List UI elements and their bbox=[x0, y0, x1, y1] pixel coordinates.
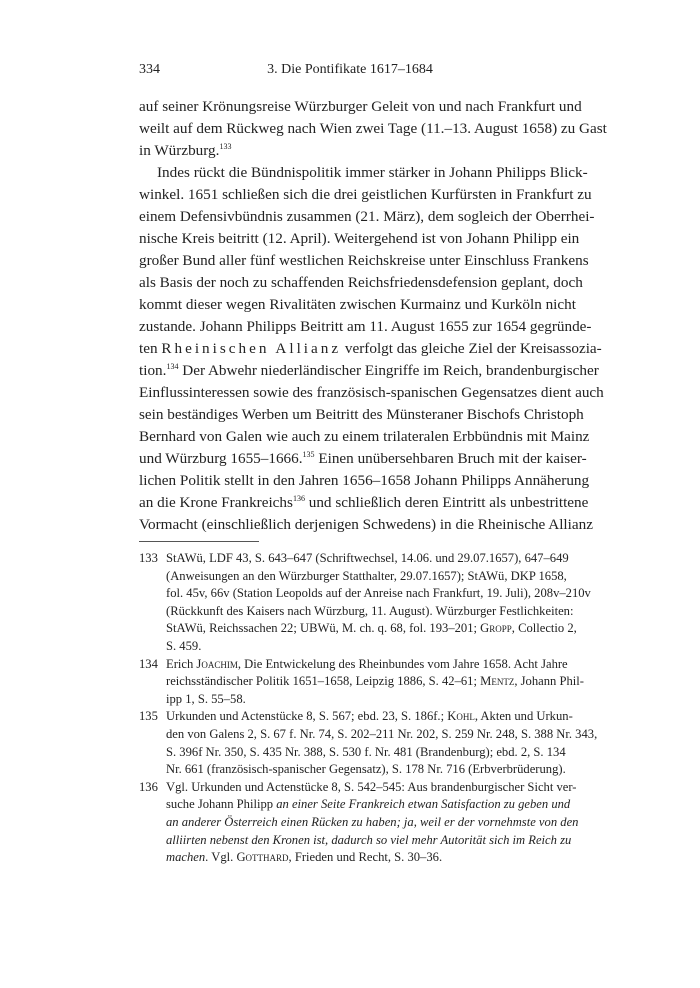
footnote-line: Urkunden und Actenstücke 8, S. 567; ebd. 23, S. 186f.; Kohl, Akten und Urkun- bbox=[166, 709, 573, 724]
footnote-line: S. 459. bbox=[166, 638, 202, 653]
author-name: Mentz bbox=[480, 674, 515, 689]
footnote-line bbox=[166, 814, 579, 832]
footnote-ref[interactable]: 134 bbox=[166, 362, 179, 371]
chapter-title: 3. Die Pontifikate 1617–1684 bbox=[267, 62, 433, 77]
quotation: machen bbox=[166, 850, 206, 865]
text-line: an die Krone Frankreichs$^{136}$ und schließlich deren Eintritt als unbestrittene bbox=[139, 494, 589, 511]
footnote-line: (Rückkunft des Kaisers nach Würzburg, 11. August). Würzburger Festlichkeiten: bbox=[166, 603, 574, 618]
footnote-ref[interactable]: 133 bbox=[219, 142, 232, 151]
footnote-136 bbox=[139, 779, 579, 867]
author-name: Gropp bbox=[480, 621, 512, 636]
footnote-ref[interactable]: 136 bbox=[292, 494, 305, 503]
footnote-number: 135 bbox=[139, 709, 158, 724]
footnote-line: Vgl. Urkunden und Actenstücke 8, S. 542–545: Aus brandenburgischer Sicht ver- bbox=[166, 779, 577, 794]
footnote-line: fol. 45v, 66v (Station Leopolds auf der Anreise nach Frankfurt, 19. Juli), 208v–210v bbox=[166, 586, 591, 601]
quotation: an anderer Österreich einen Rücken zu haben; ja, weil er der vornehmste von den bbox=[166, 814, 579, 829]
text-line: zustande. Johann Philipps Beitritt am 11. August 1655 zur 1654 gegründe- bbox=[139, 318, 592, 335]
text-line: Vormacht (einschließlich derjenigen Schwedens) in die Rheinische Allianz bbox=[139, 516, 593, 533]
text-line: winkel. 1651 schließen sich die drei geistlichen Kurfürsten in Frankfurt zu bbox=[139, 186, 592, 203]
footnote-line: StAWü, Reichssachen 22; UBWü, M. ch. q. 68, fol. 193–201; Gropp, Collectio 2, bbox=[166, 621, 577, 636]
text-line: in Würzburg.$^{133}$ bbox=[139, 142, 232, 159]
text-line: tion.$^{134}$ Der Abwehr niederländischer Eingriffe im Reich, brandenburgischer bbox=[139, 362, 599, 379]
text-line: Einflussinteressen sowie des französisch-spanischen Gegensatzes dient auch bbox=[139, 384, 604, 401]
footnote-line: den von Galens 2, S. 67 f. Nr. 74, S. 202–211 Nr. 202, S. 259 Nr. 248, S. 388 Nr. 343, bbox=[166, 726, 598, 741]
footnote-line bbox=[166, 832, 572, 850]
text-line: einem Defensivbündnis zusammen (21. März), dem sogleich der Oberrhei- bbox=[139, 208, 595, 225]
quotation: an einer Seite Frankreich etwan Satisfaction zu geben und bbox=[276, 797, 571, 812]
text-line: auf seiner Krönungsreise Würzburger Geleit von und nach Frankfurt und bbox=[139, 98, 582, 115]
footnotes bbox=[139, 550, 598, 867]
footnote-number: 136 bbox=[139, 779, 158, 794]
footnote-rule bbox=[139, 541, 259, 542]
page-number: 334 bbox=[139, 62, 160, 77]
main-text bbox=[139, 96, 607, 536]
text-line: Bernhard von Galen wie auch zu einem trilateralen Erbbündnis mit Mainz bbox=[139, 428, 590, 445]
text-line: sein beständiges Werben um Beitritt des Münsteraner Bischofs Christoph bbox=[139, 406, 584, 423]
footnote-133 bbox=[139, 550, 591, 656]
footnote-line: StAWü, LDF 43, S. 643–647 (Schriftwechsel, 14.06. und 29.07.1657), 647–649 bbox=[166, 551, 569, 565]
footnote-135 bbox=[139, 708, 598, 778]
text-line: als Basis der noch zu schaffenden Reichsfriedensdefension geplant, doch bbox=[139, 274, 583, 291]
text-line: ten Rheinischen Allianz verfolgt das gleiche Ziel der Kreisassozia- bbox=[139, 340, 602, 357]
footnote-line: Erich Joachim, Die Entwickelung des Rheinbundes vom Jahre 1658. Acht Jahre bbox=[166, 656, 568, 671]
quotation: alliirten nebenst den Kronen ist, dadurch so viel mehr Autorität sich im Reich zu bbox=[166, 832, 572, 847]
text-line: kommt dieser wegen Rivalitäten zwischen Kurmainz und Kurköln nicht bbox=[139, 296, 576, 313]
footnote-134 bbox=[139, 656, 584, 709]
footnote-line: Nr. 661 (französisch-spanischer Gegensatz), S. 178 Nr. 716 (Erbverbrüderung). bbox=[166, 762, 566, 777]
author-name: Kohl bbox=[447, 709, 475, 724]
author-name: Gotthard bbox=[236, 850, 289, 865]
text-line: lichen Politik stellt in den Jahren 1656–1658 Johann Philipps Annäherung bbox=[139, 472, 590, 489]
footnote-ref[interactable]: 135 bbox=[302, 450, 315, 459]
footnote-number: 133 bbox=[139, 551, 158, 565]
author-name: Joachim bbox=[196, 656, 238, 671]
text-line: und Würzburg 1655–1666.$^{135}$ Einen unübersehbaren Bruch mit der kaiser- bbox=[139, 450, 587, 467]
text-line: weilt auf dem Rückweg nach Wien zwei Tage (11.–13. August 1658) zu Gast bbox=[139, 120, 607, 137]
text-line: großer Bund aller fünf westlichen Reichskreise unter Einschluss Frankens bbox=[139, 252, 589, 269]
footnote-line: S. 396f Nr. 350, S. 435 Nr. 388, S. 530 f. Nr. 481 (Brandenburg); ebd. 2, S. 134 bbox=[166, 744, 566, 759]
footnote-line: ipp 1, S. 55–58. bbox=[166, 691, 246, 706]
text-line: nische Kreis beitritt (12. April). Weitergehend ist von Johann Philipp ein bbox=[139, 230, 580, 247]
footnote-number: 134 bbox=[139, 656, 158, 671]
running-head bbox=[139, 62, 561, 82]
spaced-term: Rheinischen Allianz bbox=[161, 340, 342, 357]
footnote-line: suche Johann Philipp an einer Seite Frankreich etwan Satisfaction zu geben und bbox=[166, 797, 571, 812]
text-line: Indes rückt die Bündnispolitik immer stärker in Johann Philipps Blick- bbox=[157, 164, 588, 181]
footnote-line: reichsständischer Politik 1651–1658, Leipzig 1886, S. 42–61; Mentz, Johann Phil- bbox=[166, 674, 584, 689]
footnote-line: (Anweisungen an den Würzburger Statthalter, 29.07.1657); StAWü, DKP 1658, bbox=[166, 568, 567, 583]
footnote-line: machen. Vgl. Gotthard, Frieden und Recht, S. 30–36. bbox=[166, 850, 443, 865]
